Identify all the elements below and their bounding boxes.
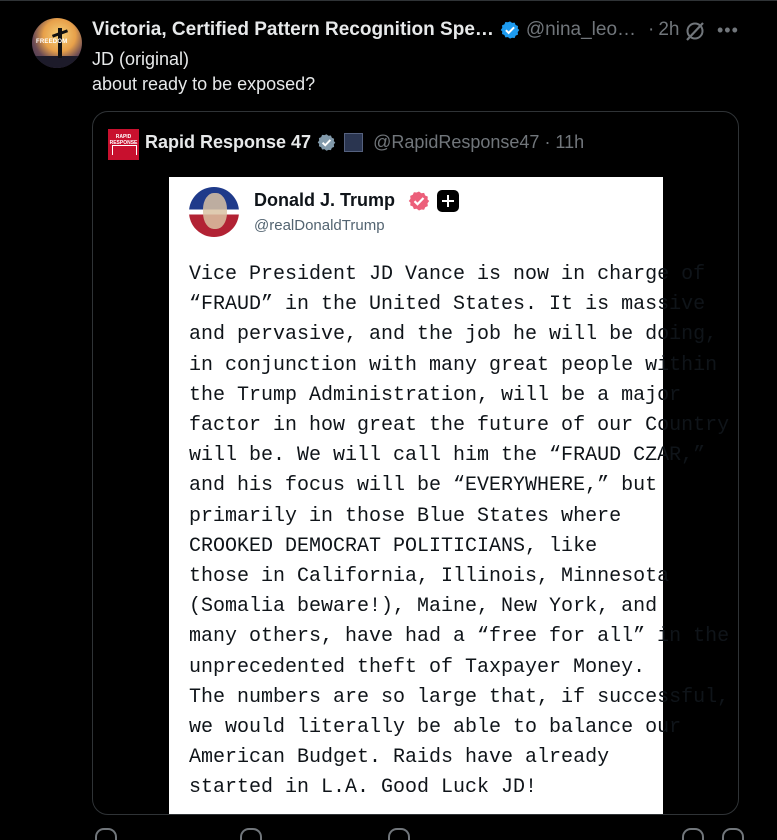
plus-badge-icon	[437, 190, 459, 212]
bookmark-icon[interactable]	[682, 828, 704, 840]
tweet-text-line-1: JD (original)	[92, 49, 190, 69]
truth-author-avatar	[189, 187, 239, 237]
timestamp[interactable]: 2h	[658, 19, 680, 40]
quoted-tweet[interactable]	[92, 111, 739, 815]
truth-author-name: Donald J. Trump	[254, 190, 396, 210]
quote-avatar-logo-text: RAPID RESPONSE	[109, 134, 138, 146]
quote-author-avatar[interactable]	[108, 129, 139, 160]
like-icon[interactable]	[388, 828, 410, 840]
retweet-icon[interactable]	[240, 828, 262, 840]
grok-icon[interactable]	[684, 20, 706, 42]
verified-badge-icon	[500, 20, 520, 40]
reply-icon[interactable]	[95, 828, 117, 840]
truth-post-body: Vice President JD Vance is now in charge of “FRAUD” in the United States. It is massive and pervasive, and the job he will be doing, in conjunction with many great people within the Trump Administration, will be a major factor in how great the future of our Country will be. We will call him the “FRAUD CZAR,” and his focus will be “EVERYWHERE,” but primarily in those Blue States where CROOKED DEMOCRAT POLITICIANS, like those in California, Illinois, Minnesota (Somalia beware!), Maine, New York, and many others, have had a “free for all” in the unprecedented theft of Taxpayer Money. The numbers are so large that, if successful, we would literally be able to balance our American Budget. Raids have already started in L.A. Good Luck JD!	[189, 263, 730, 800]
more-icon[interactable]: •••	[717, 20, 739, 40]
quote-author-name[interactable]: Rapid Response 47	[145, 131, 312, 152]
share-icon[interactable]	[722, 828, 744, 840]
quote-author-handle-time: @RapidResponse47 · 11h	[373, 131, 585, 152]
verified-badge-icon	[317, 133, 336, 152]
tweet-header	[92, 17, 680, 43]
author-handle[interactable]: @nina_leo…	[525, 19, 637, 40]
tweet-text-line-2: about ready to be exposed?	[92, 74, 316, 94]
author-avatar[interactable]	[32, 18, 82, 68]
tweet-actions	[92, 828, 742, 838]
affiliate-badge-icon[interactable]	[344, 133, 363, 152]
avatar-logo-text: FREEDOM	[36, 39, 68, 45]
truth-author-handle: @realDonaldTrump	[254, 217, 385, 234]
top-divider	[0, 0, 777, 1]
truth-verified-badge-icon	[408, 190, 430, 212]
separator-dot: ·	[648, 19, 655, 40]
author-name[interactable]: Victoria, Certified Pattern Recognition Spe…	[92, 19, 494, 40]
quote-media-image[interactable]	[169, 177, 730, 814]
quote-header	[145, 129, 584, 155]
